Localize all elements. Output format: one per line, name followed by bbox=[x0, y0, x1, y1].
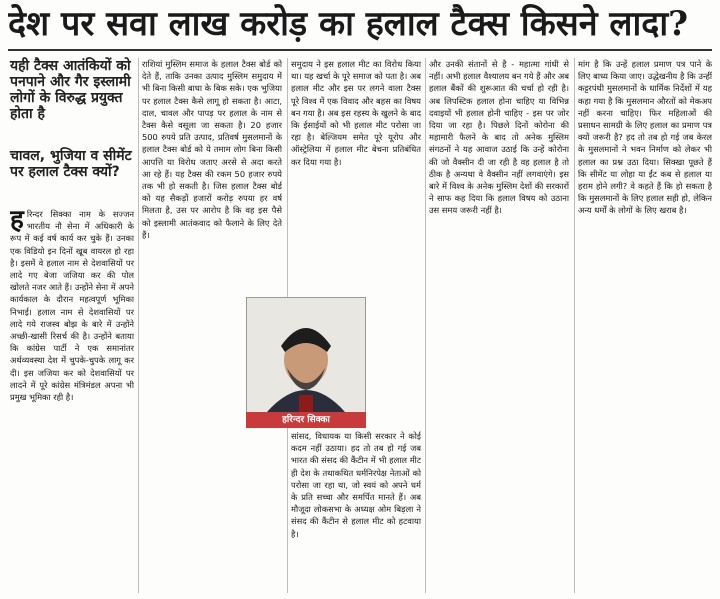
photo-caption: हरिन्दर सिक्का bbox=[246, 412, 366, 428]
article-column-1 bbox=[10, 208, 134, 593]
portrait-image bbox=[247, 298, 365, 412]
article-column-2: राशियां मुस्लिम समाज के हलाल टैक्स बोर्ड को देते हैं, ताकि उनका उत्पाद मुस्लिम समुदाय में भी बिना किसी बाधा के बिक सके। एक भुजिया पर हलाल टैक्स कैसे लागू हो सकता है। आटा, दाल, चावल और पापड़ पर हलाल के नाम से टैक्स कैसे वसूला जा सकता है। 20 हजार 500 रुपये प्रति उत्पाद, प्रतिवर्ष मुसलमानों के हलाल टैक्स बोर्ड को ये तमाम लोग बिना किसी आपत्ति या विरोध जताए अरसे से अदा करते आ रहे हैं। यह टैक्स की रकम 50 हजार रुपये तक भी हो सकती है। जिस हलाल टैक्स बोर्ड को यह सैकड़ों हजारों करोड़ रुपया हर वर्ष मिलता है, उस पर आरोप है कि वह इस पैसे को इस्लामी आतंकवाद को फैलाने के लिए देते हैं। bbox=[142, 59, 282, 240]
column-divider bbox=[425, 58, 426, 593]
article-column-3-side bbox=[371, 297, 423, 427]
article-column-4: और उनकी संतानों से है - महात्मा गांधी से नहीं। अभी हलाल वैश्यालय बन गये हैं और अब हलाल बैंकों की शुरूआत की चर्चा हो रही है। अब लिपस्टिक हलाल होना चाहिए या विभिन्न दवाइयों भी हलाल होनी चाहिए - इस पर जोर दिया जा रहा है। पिछले दिनों कोरोना की महामारी फैलने के बाद तो अनेक मुस्लिम संगठनों ने यह आवाज उठाई कि उन्हें कोरोना की जो वैक्सीन दी जा रही है वह हलाल है तो ठीक है अन्यथा वे वैक्सीन नहीं लगवाएंगे। इस बारे में विश्व के अनेक मुस्लिम देशों की सरकारों ने साफ कह दिया कि हलाल विषय को उठाना उस समय जरूरी नहीं है। bbox=[429, 59, 569, 216]
article-column-3-bottom: सांसद, विधायक या किसी सरकार ने कोई कदम नहीं उठाया। हद तो तब हो गई जब भारत की संसद की कैंटीन में भी हलाल मीट ही देश के तथाकथित धर्मनिरपेक्ष नेताओं को परोसा जा रहा था, जो स्वयं को अपने धर्म के प्रति सच्चा और समर्पित मानते हैं। अब मौजूदा लोकसभा के अध्यक्ष ओम बिड़ला ने संसद की कैंटीन से हलाल मीट को हटवाया है। bbox=[291, 431, 421, 539]
column-divider bbox=[138, 58, 139, 593]
column-1-text: रिन्दर सिक्का नाम के सज्जन भारतीय नौ सेना में अधिकारी के रूप में कई वर्ष कार्य कर चुके हैं। उनका एक विडियो इन दिनों खूब वायरल हो रहा है। इसमें वे हलाल नाम से देशवासियों पर लादे गए बेजा जजिया कर की पोल खोलते नजर आते हैं। उन्होंने सेना में अपने कार्यकाल के दौरान महत्वपूर्ण भूमिका निभाई। हलाल नाम से देशवासियों पर लादे गये राजस्व बोझ के बारे में उन्होंने अच्छी-खासी रिसर्च की है। उन्होंने बताया कि कांग्रेस पार्टी ने एक समानांतर अर्थव्यवस्था देश में चुपके-चुपके लागू कर दी। इस जजिया कर को देशवासियों पर लादने में पूरे कांग्रेस मंत्रिमंडल अपना भी प्रमुख भूमिका रही है। bbox=[10, 209, 134, 403]
author-photo bbox=[246, 297, 366, 413]
subhead-rice-cement: चावल, भुजिया व सीमेंट पर हलाल टैक्स क्यों? bbox=[10, 148, 132, 180]
article-column-3-top: समुदाय ने इस हलाल मीट का विरोध किया था। यह खर्चा के पूरे समाज को पता है। अब हलाल मीट और इस पर लगने वाला टैक्स पूरे विश्व में एक विवाद और बहस का विषय बन गया है। अब इस रहस्य के खुलने के बाद कि ईसाईयों को भी हलाल मीट परोसा जा रहा है। बेल्जियम समेत पूरे यूरोप और ऑस्ट्रेलिया में हलाल मीट बेचना प्रतिबंधित कर दिया गया है। bbox=[291, 59, 421, 167]
article-column-5: मांग है कि उन्हें हलाल प्रमाण पत्र पाने के लिए बाध्य किया जाए। उद्धेखनीय है कि उन्हीं कट्टरपंथी मुसलमानों के धार्मिक निर्देशों में यह कहा गया है कि मुसलमान औरतों को मेकअप नहीं करना चाहिए। फिर महिलाओं की प्रसाधन सामग्री के लिए हलाल का प्रमाण पत्र क्यों जरूरी है? हद तो तब हो गई जब केरल के मुसलमानों ने भवन निर्माण को लेकर भी हलाल का प्रश्न उठा दिया। सिक्खा पूछते हैं कि सीमेंट या लोहा या ईंट कब से हलाल या हराम होने लगी? वे कहते हैं कि हो सकता है कि मुसलमानों के लिए हलाल सही हो, लेकिन अन्य धर्मों के लोगों के लिए खराब है। bbox=[578, 59, 712, 216]
column-divider bbox=[574, 58, 575, 593]
headline-rule bbox=[8, 49, 712, 51]
headline: देश पर सवा लाख करोड़ का हलाल टैक्स किसने लादा? bbox=[8, 4, 689, 44]
drop-cap: ह bbox=[10, 208, 24, 235]
subhead-terror: यही टैक्स आतंकियों को पनपाने और गैर इस्लामी लोगों के विरुद्ध प्रयुक्त होता है bbox=[10, 58, 131, 122]
